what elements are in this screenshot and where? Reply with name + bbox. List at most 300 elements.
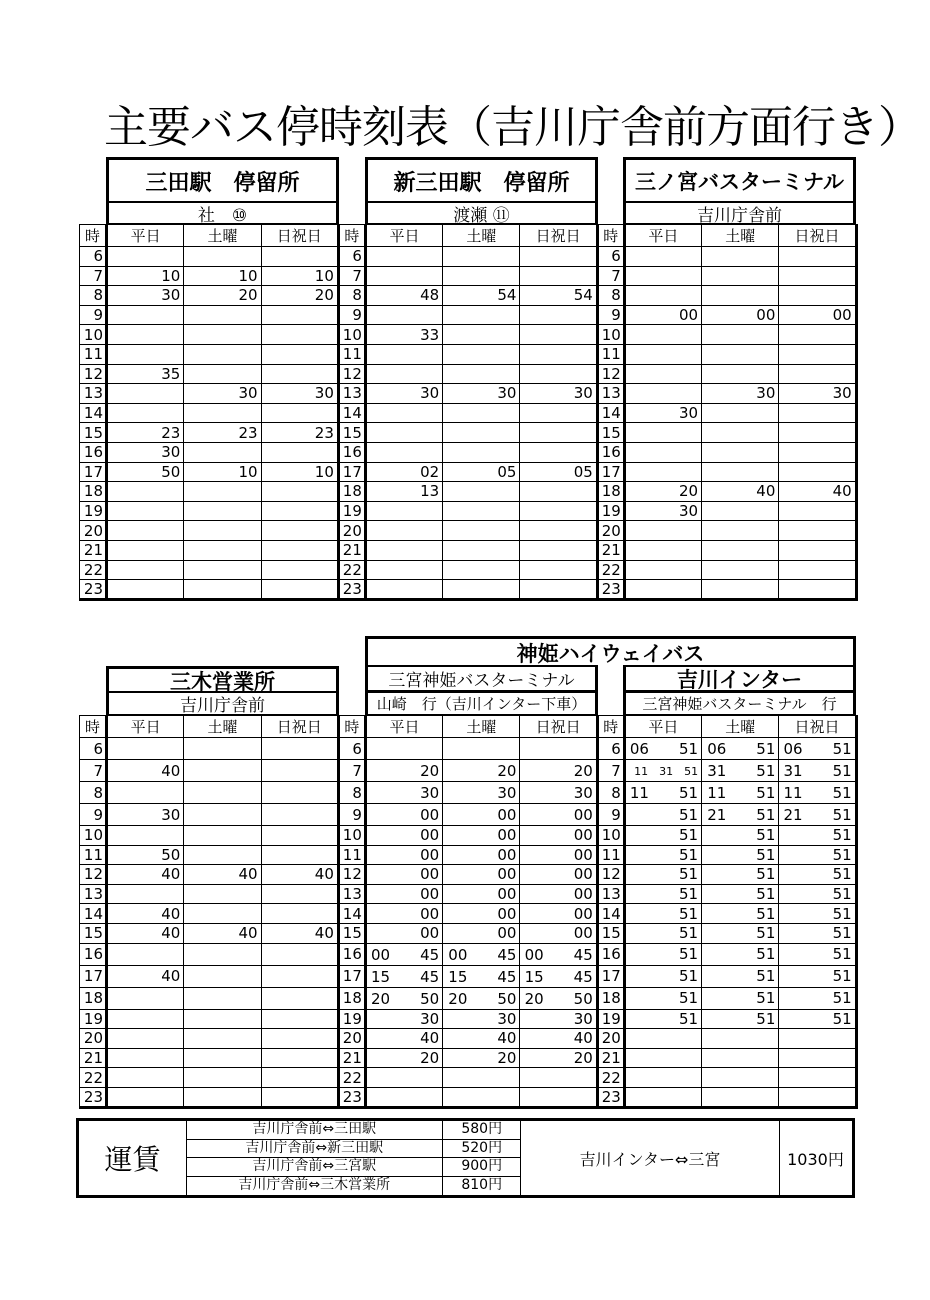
time-cell — [184, 482, 261, 502]
dest-sanda: 社 ⑩ — [106, 201, 339, 225]
time-cell — [702, 286, 779, 306]
hour-cell: 20 — [338, 1029, 365, 1049]
time-cell — [261, 403, 338, 423]
hour-cell: 11 — [80, 344, 107, 364]
time-cell: 13 — [365, 482, 442, 502]
time-cell: 20 — [443, 760, 520, 782]
time-cell: 51 — [702, 904, 779, 924]
hour-cell: 10 — [338, 325, 365, 345]
time-cell — [107, 943, 184, 965]
time-cell — [443, 442, 520, 462]
hour-cell: 16 — [338, 442, 365, 462]
time-cell: 51 — [624, 865, 701, 885]
time-cell — [261, 540, 338, 560]
hour-cell: 10 — [80, 325, 107, 345]
time-cell — [107, 501, 184, 521]
time-cell: 00 — [365, 884, 442, 904]
time-cell — [261, 1087, 338, 1107]
time-cell — [184, 782, 261, 804]
time-cell: 20 — [261, 286, 338, 306]
hour-cell: 6 — [597, 247, 624, 267]
day-col-header: 平日 — [624, 716, 701, 738]
time-cell — [520, 1087, 597, 1107]
time-row — [80, 384, 857, 404]
time-cell — [624, 325, 701, 345]
time-cell: 30 — [520, 782, 597, 804]
time-cell — [184, 1009, 261, 1029]
time-cell — [184, 403, 261, 423]
hour-cell: 16 — [80, 943, 107, 965]
time-row — [80, 845, 857, 865]
time-cell — [520, 501, 597, 521]
time-row — [80, 738, 857, 760]
time-cell — [520, 247, 597, 267]
time-cell — [184, 364, 261, 384]
time-cell — [261, 305, 338, 325]
fare-table — [76, 1118, 855, 1198]
time-cell — [520, 325, 597, 345]
hour-cell: 15 — [338, 923, 365, 943]
day-col-header: 平日 — [624, 225, 701, 247]
time-cell — [443, 247, 520, 267]
time-cell — [443, 738, 520, 760]
hour-cell: 14 — [80, 403, 107, 423]
time-row — [80, 904, 857, 924]
time-cell — [184, 580, 261, 600]
time-cell: 30 — [107, 286, 184, 306]
hour-cell: 8 — [597, 782, 624, 804]
time-cell: 51 — [624, 845, 701, 865]
hour-header: 時 — [597, 716, 624, 738]
time-cell — [702, 364, 779, 384]
time-cell — [624, 1029, 701, 1049]
fare-row — [186, 1158, 521, 1177]
time-cell — [779, 580, 856, 600]
time-cell: 00 — [365, 923, 442, 943]
time-cell — [624, 1087, 701, 1107]
time-cell: 05 — [520, 462, 597, 482]
time-cell — [261, 965, 338, 987]
time-cell: 00 — [365, 904, 442, 924]
day-col-header: 日祝日 — [779, 225, 856, 247]
time-row — [80, 501, 857, 521]
hour-cell: 15 — [80, 423, 107, 443]
time-cell — [107, 1029, 184, 1049]
time-cell: 50 — [107, 845, 184, 865]
fare-highway-route: 吉川インター⇔三宮 — [521, 1121, 780, 1195]
time-cell — [184, 560, 261, 580]
time-cell — [261, 760, 338, 782]
hour-cell: 17 — [597, 965, 624, 987]
time-cell: 00 45 — [443, 943, 520, 965]
time-cell: 20 — [365, 760, 442, 782]
hour-cell: 19 — [338, 1009, 365, 1029]
time-cell — [365, 540, 442, 560]
day-col-header: 土曜 — [702, 716, 779, 738]
hour-cell: 9 — [80, 804, 107, 826]
hour-cell: 22 — [338, 560, 365, 580]
time-cell — [261, 325, 338, 345]
time-cell: 51 — [624, 904, 701, 924]
time-cell — [184, 845, 261, 865]
time-cell — [443, 521, 520, 541]
hour-cell: 22 — [597, 560, 624, 580]
hour-cell: 10 — [597, 826, 624, 846]
time-cell: 00 — [520, 845, 597, 865]
time-cell — [261, 364, 338, 384]
time-cell — [184, 987, 261, 1009]
time-cell — [520, 580, 597, 600]
time-cell — [779, 286, 856, 306]
time-row — [80, 305, 857, 325]
fare-route: 吉川庁舎前⇔三田駅 — [186, 1121, 443, 1139]
hour-cell: 22 — [597, 1068, 624, 1088]
time-cell — [261, 1029, 338, 1049]
time-cell — [702, 344, 779, 364]
hour-cell: 14 — [338, 403, 365, 423]
time-cell: 30 — [624, 501, 701, 521]
hour-cell: 15 — [338, 423, 365, 443]
hour-cell: 17 — [597, 462, 624, 482]
time-cell — [779, 403, 856, 423]
time-cell: 20 50 — [443, 987, 520, 1009]
time-cell — [184, 247, 261, 267]
time-cell: 30 — [261, 384, 338, 404]
hour-cell: 17 — [338, 462, 365, 482]
time-cell: 40 — [184, 865, 261, 885]
time-cell — [702, 462, 779, 482]
time-cell — [520, 1068, 597, 1088]
hour-cell: 21 — [338, 540, 365, 560]
time-cell — [261, 1009, 338, 1029]
time-cell — [443, 266, 520, 286]
time-cell — [702, 560, 779, 580]
time-cell: 51 — [779, 826, 856, 846]
time-cell — [520, 423, 597, 443]
time-cell — [443, 1087, 520, 1107]
hour-cell: 7 — [597, 266, 624, 286]
hour-cell: 12 — [80, 865, 107, 885]
hour-cell: 17 — [80, 965, 107, 987]
time-cell — [107, 344, 184, 364]
time-row — [80, 1029, 857, 1049]
hour-cell: 8 — [80, 782, 107, 804]
time-cell — [520, 442, 597, 462]
time-cell — [443, 482, 520, 502]
time-cell: 05 — [443, 462, 520, 482]
time-cell: 15 45 — [365, 965, 442, 987]
time-row — [80, 1048, 857, 1068]
time-cell — [520, 482, 597, 502]
time-row — [80, 804, 857, 826]
time-cell: 00 — [520, 865, 597, 885]
time-cell — [107, 482, 184, 502]
hour-cell: 13 — [338, 384, 365, 404]
hour-cell: 15 — [597, 423, 624, 443]
time-cell: 51 — [702, 943, 779, 965]
hour-cell: 21 — [597, 1048, 624, 1068]
hour-header: 時 — [338, 716, 365, 738]
time-cell — [624, 1068, 701, 1088]
time-cell: 40 — [107, 965, 184, 987]
day-col-header: 土曜 — [702, 225, 779, 247]
time-cell: 51 — [702, 923, 779, 943]
hour-cell: 23 — [80, 580, 107, 600]
fare-row — [186, 1177, 521, 1196]
hour-cell: 20 — [597, 1029, 624, 1049]
time-cell — [261, 1048, 338, 1068]
time-row — [80, 923, 857, 943]
time-cell — [184, 442, 261, 462]
hour-cell: 14 — [597, 904, 624, 924]
time-cell: 10 — [184, 462, 261, 482]
time-cell — [702, 1048, 779, 1068]
time-cell: 11 31 51 — [624, 760, 701, 782]
hour-cell: 21 — [338, 1048, 365, 1068]
time-cell: 00 — [443, 884, 520, 904]
time-cell — [702, 442, 779, 462]
hour-cell: 16 — [597, 442, 624, 462]
time-cell: 23 — [261, 423, 338, 443]
time-cell: 00 — [443, 804, 520, 826]
hour-cell: 8 — [80, 286, 107, 306]
time-cell — [365, 521, 442, 541]
hour-cell: 19 — [338, 501, 365, 521]
time-cell: 00 — [779, 305, 856, 325]
time-cell — [779, 325, 856, 345]
hour-cell: 9 — [597, 804, 624, 826]
time-cell: 23 — [184, 423, 261, 443]
time-cell — [107, 826, 184, 846]
time-cell: 33 — [365, 325, 442, 345]
time-cell: 00 — [520, 884, 597, 904]
time-row — [80, 965, 857, 987]
time-cell: 02 — [365, 462, 442, 482]
time-cell: 20 — [520, 760, 597, 782]
hour-cell: 22 — [338, 1068, 365, 1088]
time-cell: 30 — [624, 403, 701, 423]
time-cell: 20 — [624, 482, 701, 502]
hour-cell: 7 — [80, 760, 107, 782]
time-cell — [443, 364, 520, 384]
time-cell — [624, 462, 701, 482]
time-cell — [443, 305, 520, 325]
time-cell — [184, 826, 261, 846]
hour-cell: 17 — [338, 965, 365, 987]
time-cell — [365, 1087, 442, 1107]
time-cell: 54 — [520, 286, 597, 306]
time-row — [80, 580, 857, 600]
time-row — [80, 286, 857, 306]
time-cell: 30 — [702, 384, 779, 404]
time-cell — [702, 521, 779, 541]
hour-cell: 9 — [338, 804, 365, 826]
time-cell — [702, 1087, 779, 1107]
time-cell — [365, 560, 442, 580]
time-cell — [702, 247, 779, 267]
time-cell — [261, 904, 338, 924]
time-cell: 00 — [520, 923, 597, 943]
time-cell: 30 — [107, 442, 184, 462]
time-cell — [624, 560, 701, 580]
time-cell — [443, 540, 520, 560]
time-row — [80, 1068, 857, 1088]
time-cell: 30 — [443, 782, 520, 804]
hour-cell: 11 — [597, 845, 624, 865]
time-cell — [702, 580, 779, 600]
hour-cell: 13 — [597, 384, 624, 404]
fare-row — [186, 1121, 521, 1140]
hour-cell: 20 — [597, 521, 624, 541]
time-cell: 30 — [365, 1009, 442, 1029]
day-col-header: 土曜 — [184, 225, 261, 247]
hour-cell: 11 — [80, 845, 107, 865]
time-cell — [624, 521, 701, 541]
dest-kanshin: 山崎 行（吉川インター下車） — [365, 691, 598, 716]
hour-cell: 6 — [338, 247, 365, 267]
hour-cell: 16 — [80, 442, 107, 462]
stop-sannomiya: 三ノ宮バスターミナル — [623, 157, 856, 202]
time-row — [80, 482, 857, 502]
time-cell: 30 — [365, 782, 442, 804]
time-cell: 15 45 — [443, 965, 520, 987]
time-cell: 51 — [702, 826, 779, 846]
stop-sanda: 三田駅 停留所 — [106, 157, 339, 202]
time-cell: 00 — [365, 804, 442, 826]
hour-cell: 23 — [80, 1087, 107, 1107]
time-cell: 40 — [107, 923, 184, 943]
time-cell — [184, 1087, 261, 1107]
time-cell: 20 — [365, 1048, 442, 1068]
time-cell — [624, 247, 701, 267]
time-cell: 51 — [702, 884, 779, 904]
time-cell — [702, 266, 779, 286]
hour-cell: 18 — [80, 482, 107, 502]
time-row — [80, 1087, 857, 1107]
time-cell: 51 — [779, 987, 856, 1009]
time-cell — [443, 560, 520, 580]
time-row — [80, 247, 857, 267]
fare-highway-price: 1030円 — [787, 1149, 844, 1169]
time-cell — [520, 521, 597, 541]
time-cell — [261, 884, 338, 904]
time-cell — [107, 384, 184, 404]
stop-yokawa: 吉川インター — [623, 665, 856, 692]
time-cell: 00 — [443, 865, 520, 885]
fare-price: 520円 — [443, 1140, 521, 1158]
hour-cell: 18 — [338, 482, 365, 502]
time-cell: 51 — [779, 845, 856, 865]
time-cell: 50 — [107, 462, 184, 482]
hour-cell: 11 — [338, 344, 365, 364]
time-row — [80, 403, 857, 423]
time-row — [80, 760, 857, 782]
hour-cell: 12 — [80, 364, 107, 384]
time-cell: 20 — [443, 1048, 520, 1068]
fare-route: 吉川庁舎前⇔新三田駅 — [186, 1140, 443, 1158]
time-cell — [520, 344, 597, 364]
time-cell: 20 — [520, 1048, 597, 1068]
hour-cell: 14 — [338, 904, 365, 924]
hour-cell: 14 — [80, 904, 107, 924]
time-cell: 40 — [365, 1029, 442, 1049]
stop-miki: 三木営業所 — [106, 666, 339, 692]
time-cell — [520, 364, 597, 384]
time-row — [80, 442, 857, 462]
hour-cell: 12 — [338, 865, 365, 885]
hour-cell: 9 — [80, 305, 107, 325]
time-cell — [184, 540, 261, 560]
time-row — [80, 782, 857, 804]
time-cell — [702, 325, 779, 345]
time-cell: 40 — [443, 1029, 520, 1049]
hour-cell: 19 — [80, 1009, 107, 1029]
day-col-header: 平日 — [365, 225, 442, 247]
time-cell — [443, 344, 520, 364]
hour-cell: 19 — [80, 501, 107, 521]
time-cell: 51 — [779, 965, 856, 987]
time-cell: 21 51 — [702, 804, 779, 826]
hour-cell: 23 — [338, 580, 365, 600]
time-cell: 40 — [261, 923, 338, 943]
time-cell: 51 — [779, 1009, 856, 1029]
time-row — [80, 560, 857, 580]
hour-cell: 21 — [80, 1048, 107, 1068]
time-cell — [107, 580, 184, 600]
time-cell: 30 — [443, 1009, 520, 1029]
time-cell — [107, 305, 184, 325]
time-cell: 40 — [107, 865, 184, 885]
time-cell — [184, 760, 261, 782]
time-cell: 51 — [624, 1009, 701, 1029]
time-cell — [184, 965, 261, 987]
hour-header: 時 — [80, 225, 107, 247]
timetable-bottom — [79, 715, 858, 1109]
day-col-header: 日祝日 — [779, 716, 856, 738]
time-cell — [107, 987, 184, 1009]
fare-route: 吉川庁舎前⇔三宮駅 — [186, 1158, 443, 1176]
time-cell — [184, 738, 261, 760]
time-cell — [365, 423, 442, 443]
time-cell — [365, 501, 442, 521]
hour-cell: 20 — [80, 1029, 107, 1049]
time-cell — [365, 305, 442, 325]
time-cell: 15 45 — [520, 965, 597, 987]
time-cell — [184, 943, 261, 965]
time-cell: 20 50 — [365, 987, 442, 1009]
time-cell — [779, 560, 856, 580]
time-cell — [365, 580, 442, 600]
hour-cell: 20 — [80, 521, 107, 541]
time-cell — [107, 1009, 184, 1029]
time-cell — [779, 1048, 856, 1068]
hour-cell: 22 — [80, 1068, 107, 1088]
hour-cell: 16 — [597, 943, 624, 965]
time-cell: 51 — [779, 865, 856, 885]
fare-row — [186, 1140, 521, 1159]
time-cell: 00 45 — [365, 943, 442, 965]
time-cell — [261, 804, 338, 826]
day-col-header: 平日 — [107, 225, 184, 247]
time-cell: 31 51 — [779, 760, 856, 782]
time-cell — [779, 247, 856, 267]
time-cell: 00 — [443, 845, 520, 865]
time-cell — [184, 1048, 261, 1068]
hour-cell: 9 — [338, 305, 365, 325]
time-row — [80, 1009, 857, 1029]
hour-header: 時 — [338, 225, 365, 247]
time-cell: 11 51 — [779, 782, 856, 804]
